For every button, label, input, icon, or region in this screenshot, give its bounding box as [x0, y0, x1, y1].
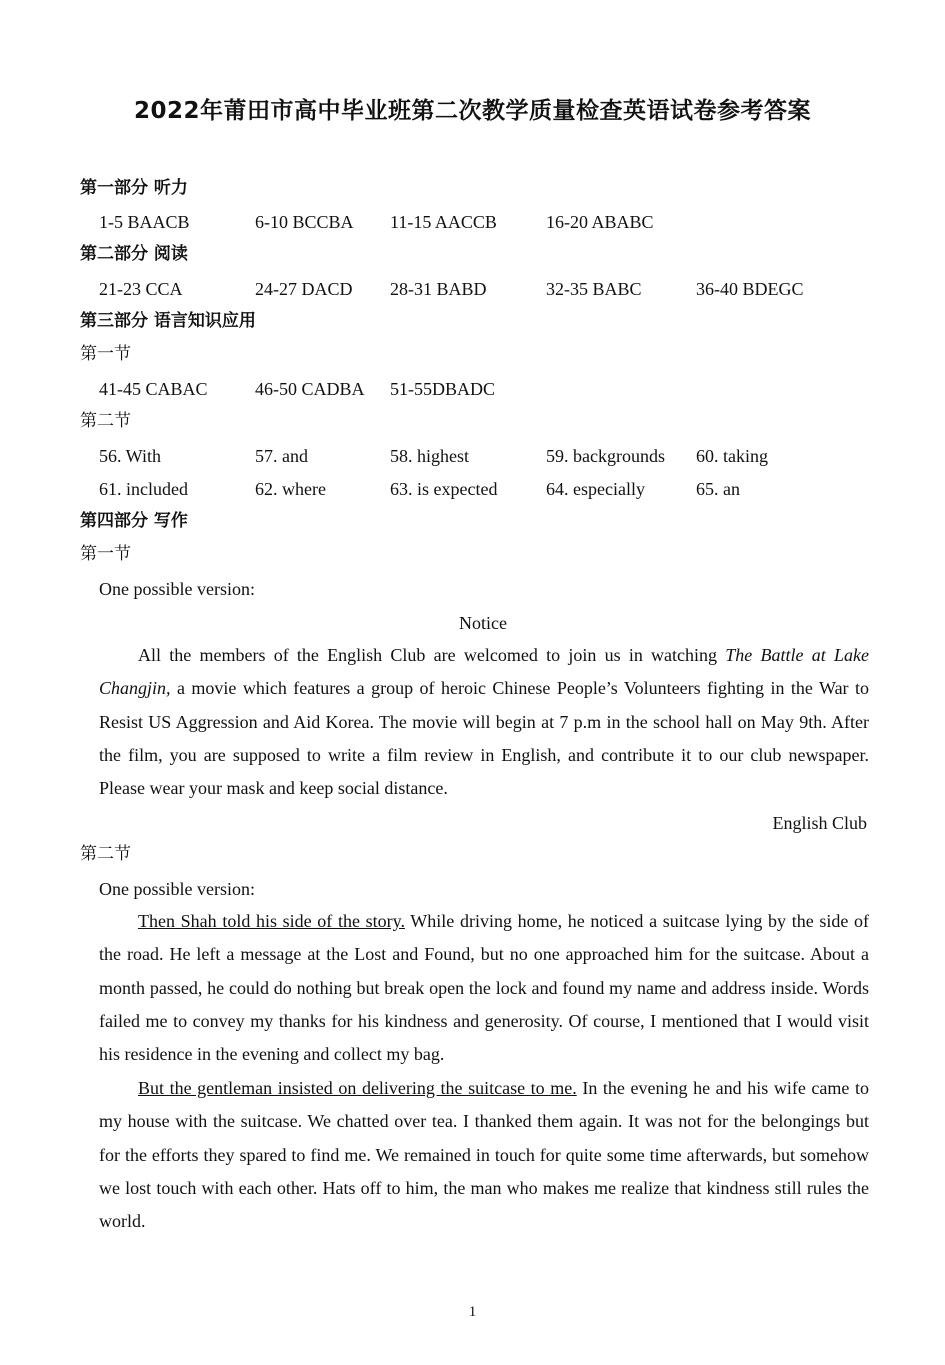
movie-title: The Battle at Lake Changjin, — [99, 645, 869, 699]
cloze-answer: 57. and — [255, 446, 308, 466]
story-paragraph-1: Then Shah told his side of the story. While driving home, he noticed a suitcase lying by the side of the road. He left a message at the Lost and Found, but no one approached him for the suitcase. About a month passed, he could do nothing but break open the lock and found my name and address inside. Words failed me to convey my thanks for his kindness and generosity. Of course, I mentioned that I would visit his residence in the evening and collect my bag. — [99, 911, 870, 1065]
story-paragraph-2: But the gentleman insisted on delivering the suitcase to me. In the evening he and his wife came to my house with the suitcase. We chatted over tea. I thanked them again. It was not for the belongings but for the efforts they spared to find me. We remained in touch for quite some time afterwards, but somehow we lost touch with each other. Hats off to him, the man who makes me realize that kindness still rules the world. — [99, 1078, 869, 1232]
part2-answer: 28-31 BABD — [390, 279, 487, 299]
part3-section1-label: 第一节 — [80, 344, 131, 364]
cloze-answer: 60. taking — [696, 446, 768, 466]
cloze-answer: 59. backgrounds — [546, 446, 665, 466]
cloze-answer: 56. With — [99, 446, 161, 466]
part1-answer: 11-15 AACCB — [390, 212, 497, 232]
cloze-answer: 65. an — [696, 479, 740, 499]
cloze-answer: 63. is expected — [390, 479, 498, 499]
part4-section1-label: 第一节 — [80, 544, 131, 564]
sample-intro: One possible version: — [99, 579, 255, 599]
part1-answer: 16-20 ABABC — [546, 212, 654, 232]
sample-intro: One possible version: — [99, 879, 255, 899]
cloze-answer: 62. where — [255, 479, 326, 499]
notice-body: All the members of the English Club are welcomed to join us in watching The Battle at Lake Changjin, a movie which features a group of heroic Chinese People’s Volunteers fighting in the War to Resist US Aggression and Aid Korea. The movie will begin at 7 p.m in the school hall on May 9th. After the film, you are supposed to write a film review in English, and contribute it to our club newspaper. Please wear your mask and keep social distance. — [99, 645, 869, 799]
cloze-answer: 58. highest — [390, 446, 469, 466]
part2-answer: 24-27 DACD — [255, 279, 353, 299]
part1-answer: 1-5 BAACB — [99, 212, 190, 232]
paragraph-lead-sentence: Then Shah told his side of the story. — [138, 911, 405, 931]
cloze-answer: 64. especially — [546, 479, 645, 499]
part3-section2-label: 第二节 — [80, 411, 131, 431]
part1-answer: 6-10 BCCBA — [255, 212, 354, 232]
part3-section1-answer: 51-55DBADC — [390, 379, 496, 399]
part2-answer: 32-35 BABC — [546, 279, 642, 299]
part4-heading: 第四部分 写作 — [80, 511, 188, 531]
page-title: 2022年莆田市高中毕业班第二次教学质量检查英语试卷参考答案 — [133, 98, 811, 124]
part4-section2-label: 第二节 — [80, 844, 131, 864]
notice-title: Notice — [459, 613, 507, 633]
part2-heading: 第二部分 阅读 — [80, 244, 188, 264]
part3-section1-answer: 41-45 CABAC — [99, 379, 208, 399]
part2-answer: 36-40 BDEGC — [696, 279, 804, 299]
cloze-answer: 61. included — [99, 479, 188, 499]
part3-heading: 第三部分 语言知识应用 — [80, 311, 256, 331]
page-number: 1 — [468, 1304, 477, 1320]
part3-section1-answer: 46-50 CADBA — [255, 379, 365, 399]
part1-heading: 第一部分 听力 — [80, 178, 188, 198]
paragraph-lead-sentence: But the gentleman insisted on delivering the suitcase to me. — [138, 1078, 577, 1098]
notice-signature: English Club — [772, 813, 867, 833]
part2-answer: 21-23 CCA — [99, 279, 183, 299]
